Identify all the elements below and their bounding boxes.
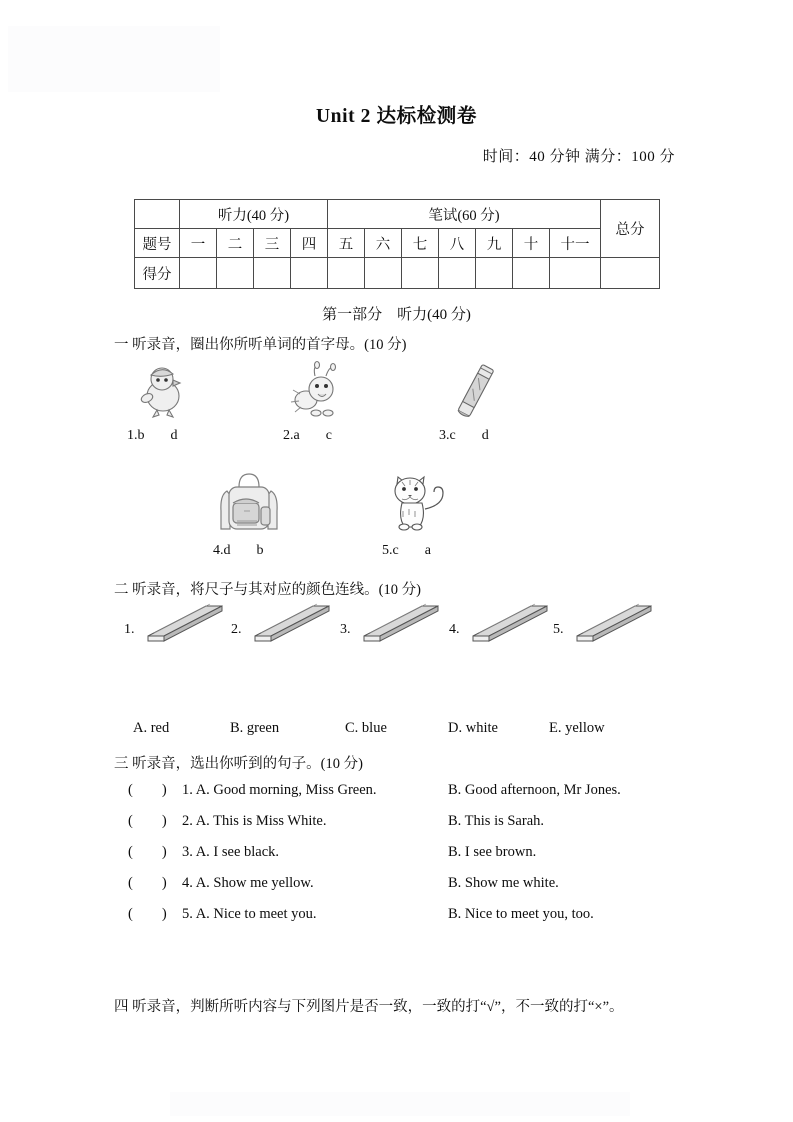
color-option-c[interactable]: C. blue xyxy=(345,720,387,736)
score-table xyxy=(134,199,660,289)
option-a[interactable]: a xyxy=(293,428,300,443)
question-4-prompt: 四 听录音，判断所听内容与下列图片是否一致，一致的打“√”，不一致的打“×”。 xyxy=(114,999,624,1015)
col-header-6: 六 xyxy=(365,229,402,258)
score-cell-1[interactable] xyxy=(180,258,217,289)
list-item xyxy=(0,813,793,844)
ruler-number: 1. xyxy=(124,622,135,637)
table-row-numbers xyxy=(135,229,660,258)
answer-blank[interactable]: ( ) xyxy=(128,844,167,860)
question-1-prompt: 一 听录音，圈出你所听单词的首字母。(10 分) xyxy=(114,337,407,353)
option-a[interactable] xyxy=(182,782,377,799)
list-item xyxy=(0,875,793,906)
question-2-rulers xyxy=(0,600,793,655)
ruler-number: 5. xyxy=(553,622,564,637)
question-1-options-3[interactable] xyxy=(439,428,489,444)
color-option-d[interactable]: D. white xyxy=(448,720,498,736)
cat-icon xyxy=(382,465,452,535)
page-title: Unit 2 达标检测卷 xyxy=(315,106,478,127)
score-cell-5[interactable] xyxy=(328,258,365,289)
col-header-2: 二 xyxy=(217,229,254,258)
answer-blank[interactable]: ( ) xyxy=(128,875,167,891)
ruler-icon xyxy=(569,600,655,644)
section-listening-header: 听力(40 分) xyxy=(180,200,328,229)
item-number: 2. xyxy=(283,428,294,443)
option-a-text: A. Nice to meet you. xyxy=(195,906,317,922)
total-header: 总分 xyxy=(601,200,660,258)
col-header-1: 一 xyxy=(180,229,217,258)
list-item xyxy=(0,782,793,813)
col-header-8: 八 xyxy=(439,229,476,258)
ruler-icon xyxy=(465,600,551,644)
item-number: 4. xyxy=(182,875,193,891)
score-cell-4[interactable] xyxy=(291,258,328,289)
watermark-bottom xyxy=(170,1092,630,1116)
col-header-3: 三 xyxy=(254,229,291,258)
score-cell-2[interactable] xyxy=(217,258,254,289)
question-1-options-4[interactable] xyxy=(213,543,264,559)
question-1-options-1[interactable] xyxy=(127,428,178,444)
ruler-number: 2. xyxy=(231,622,242,637)
option-a[interactable] xyxy=(182,906,317,923)
watermark-top xyxy=(8,26,220,92)
col-header-11: 十一 xyxy=(550,229,601,258)
option-b[interactable]: d xyxy=(481,428,489,443)
score-cell-9[interactable] xyxy=(476,258,513,289)
answer-blank[interactable]: ( ) xyxy=(128,813,167,829)
question-1-item-2 xyxy=(283,360,348,443)
option-b[interactable]: B. I see brown. xyxy=(448,844,537,860)
ruler-icon xyxy=(356,600,442,644)
color-option-e[interactable]: E. yellow xyxy=(549,720,605,736)
question-1-item-1 xyxy=(127,360,193,443)
row-label-number: 题号 xyxy=(135,229,180,258)
list-item xyxy=(0,906,793,937)
score-cell-3[interactable] xyxy=(254,258,291,289)
option-b[interactable]: B. Nice to meet you, too. xyxy=(448,906,594,922)
option-a[interactable]: b xyxy=(137,428,145,443)
option-b[interactable]: b xyxy=(256,543,264,558)
color-option-b[interactable]: B. green xyxy=(230,720,280,736)
question-1-options-2[interactable] xyxy=(283,428,332,444)
option-a-text: A. Good morning, Miss Green. xyxy=(195,782,377,798)
exam-meta: 时间：40 分钟 满分：100 分 xyxy=(482,149,675,165)
option-a[interactable]: c xyxy=(449,428,456,443)
answer-blank[interactable]: ( ) xyxy=(128,782,167,798)
question-2-color-options xyxy=(0,720,793,740)
question-3-prompt: 三 听录音，选出你听到的句子。(10 分) xyxy=(114,756,363,772)
answer-blank[interactable]: ( ) xyxy=(128,906,167,922)
option-b[interactable]: d xyxy=(170,428,178,443)
ant-icon xyxy=(288,360,348,422)
ruler-number: 3. xyxy=(340,622,351,637)
item-number: 2. xyxy=(182,813,193,829)
ruler-number: 4. xyxy=(449,622,460,637)
option-a-text: A. I see black. xyxy=(195,844,280,860)
score-cell-11[interactable] xyxy=(550,258,601,289)
crayon-icon xyxy=(445,360,505,422)
option-b[interactable]: a xyxy=(424,543,431,558)
option-a-text: A. Show me yellow. xyxy=(195,875,314,891)
question-2-prompt: 二 听录音，将尺子与其对应的颜色连线。(10 分) xyxy=(114,582,421,598)
ruler-icon xyxy=(140,600,226,644)
col-header-5: 五 xyxy=(328,229,365,258)
option-a[interactable] xyxy=(182,875,314,892)
table-row-scores xyxy=(135,258,660,289)
score-cell-8[interactable] xyxy=(439,258,476,289)
item-number: 1. xyxy=(182,782,193,798)
option-b[interactable]: B. This is Sarah. xyxy=(448,813,544,829)
question-1-item-4 xyxy=(213,465,283,558)
option-b[interactable]: B. Good afternoon, Mr Jones. xyxy=(448,782,621,798)
option-b[interactable]: c xyxy=(325,428,332,443)
row-label-score: 得分 xyxy=(135,258,180,289)
backpack-icon xyxy=(215,465,283,535)
col-header-10: 十 xyxy=(513,229,550,258)
question-1-item-5 xyxy=(382,465,452,558)
question-1-options-5[interactable] xyxy=(382,543,431,559)
color-option-a[interactable]: A. red xyxy=(133,720,170,736)
option-a[interactable] xyxy=(182,813,327,830)
option-a[interactable]: d xyxy=(223,543,231,558)
item-number: 3. xyxy=(182,844,193,860)
section-written-header: 笔试(60 分) xyxy=(328,200,601,229)
item-number: 5. xyxy=(382,543,393,558)
col-header-7: 七 xyxy=(402,229,439,258)
question-3-list xyxy=(0,782,793,937)
item-number: 5. xyxy=(182,906,193,922)
list-item xyxy=(0,844,793,875)
score-cell-7[interactable] xyxy=(402,258,439,289)
score-cell-total[interactable] xyxy=(601,258,660,289)
score-cell-10[interactable] xyxy=(513,258,550,289)
question-1-item-3 xyxy=(439,360,505,443)
ruler-icon xyxy=(247,600,333,644)
table-row-sections xyxy=(135,200,660,229)
option-a[interactable]: c xyxy=(392,543,399,558)
option-b[interactable]: B. Show me white. xyxy=(448,875,559,891)
score-table-corner xyxy=(135,200,180,229)
option-a[interactable] xyxy=(182,844,279,861)
item-number: 4. xyxy=(213,543,224,558)
col-header-4: 四 xyxy=(291,229,328,258)
score-cell-6[interactable] xyxy=(365,258,402,289)
item-number: 3. xyxy=(439,428,450,443)
option-a-text: A. This is Miss White. xyxy=(195,813,327,829)
part-one-heading: 第一部分 听力(40 分) xyxy=(322,307,471,323)
bird-icon xyxy=(133,360,193,422)
col-header-9: 九 xyxy=(476,229,513,258)
item-number: 1. xyxy=(127,428,138,443)
